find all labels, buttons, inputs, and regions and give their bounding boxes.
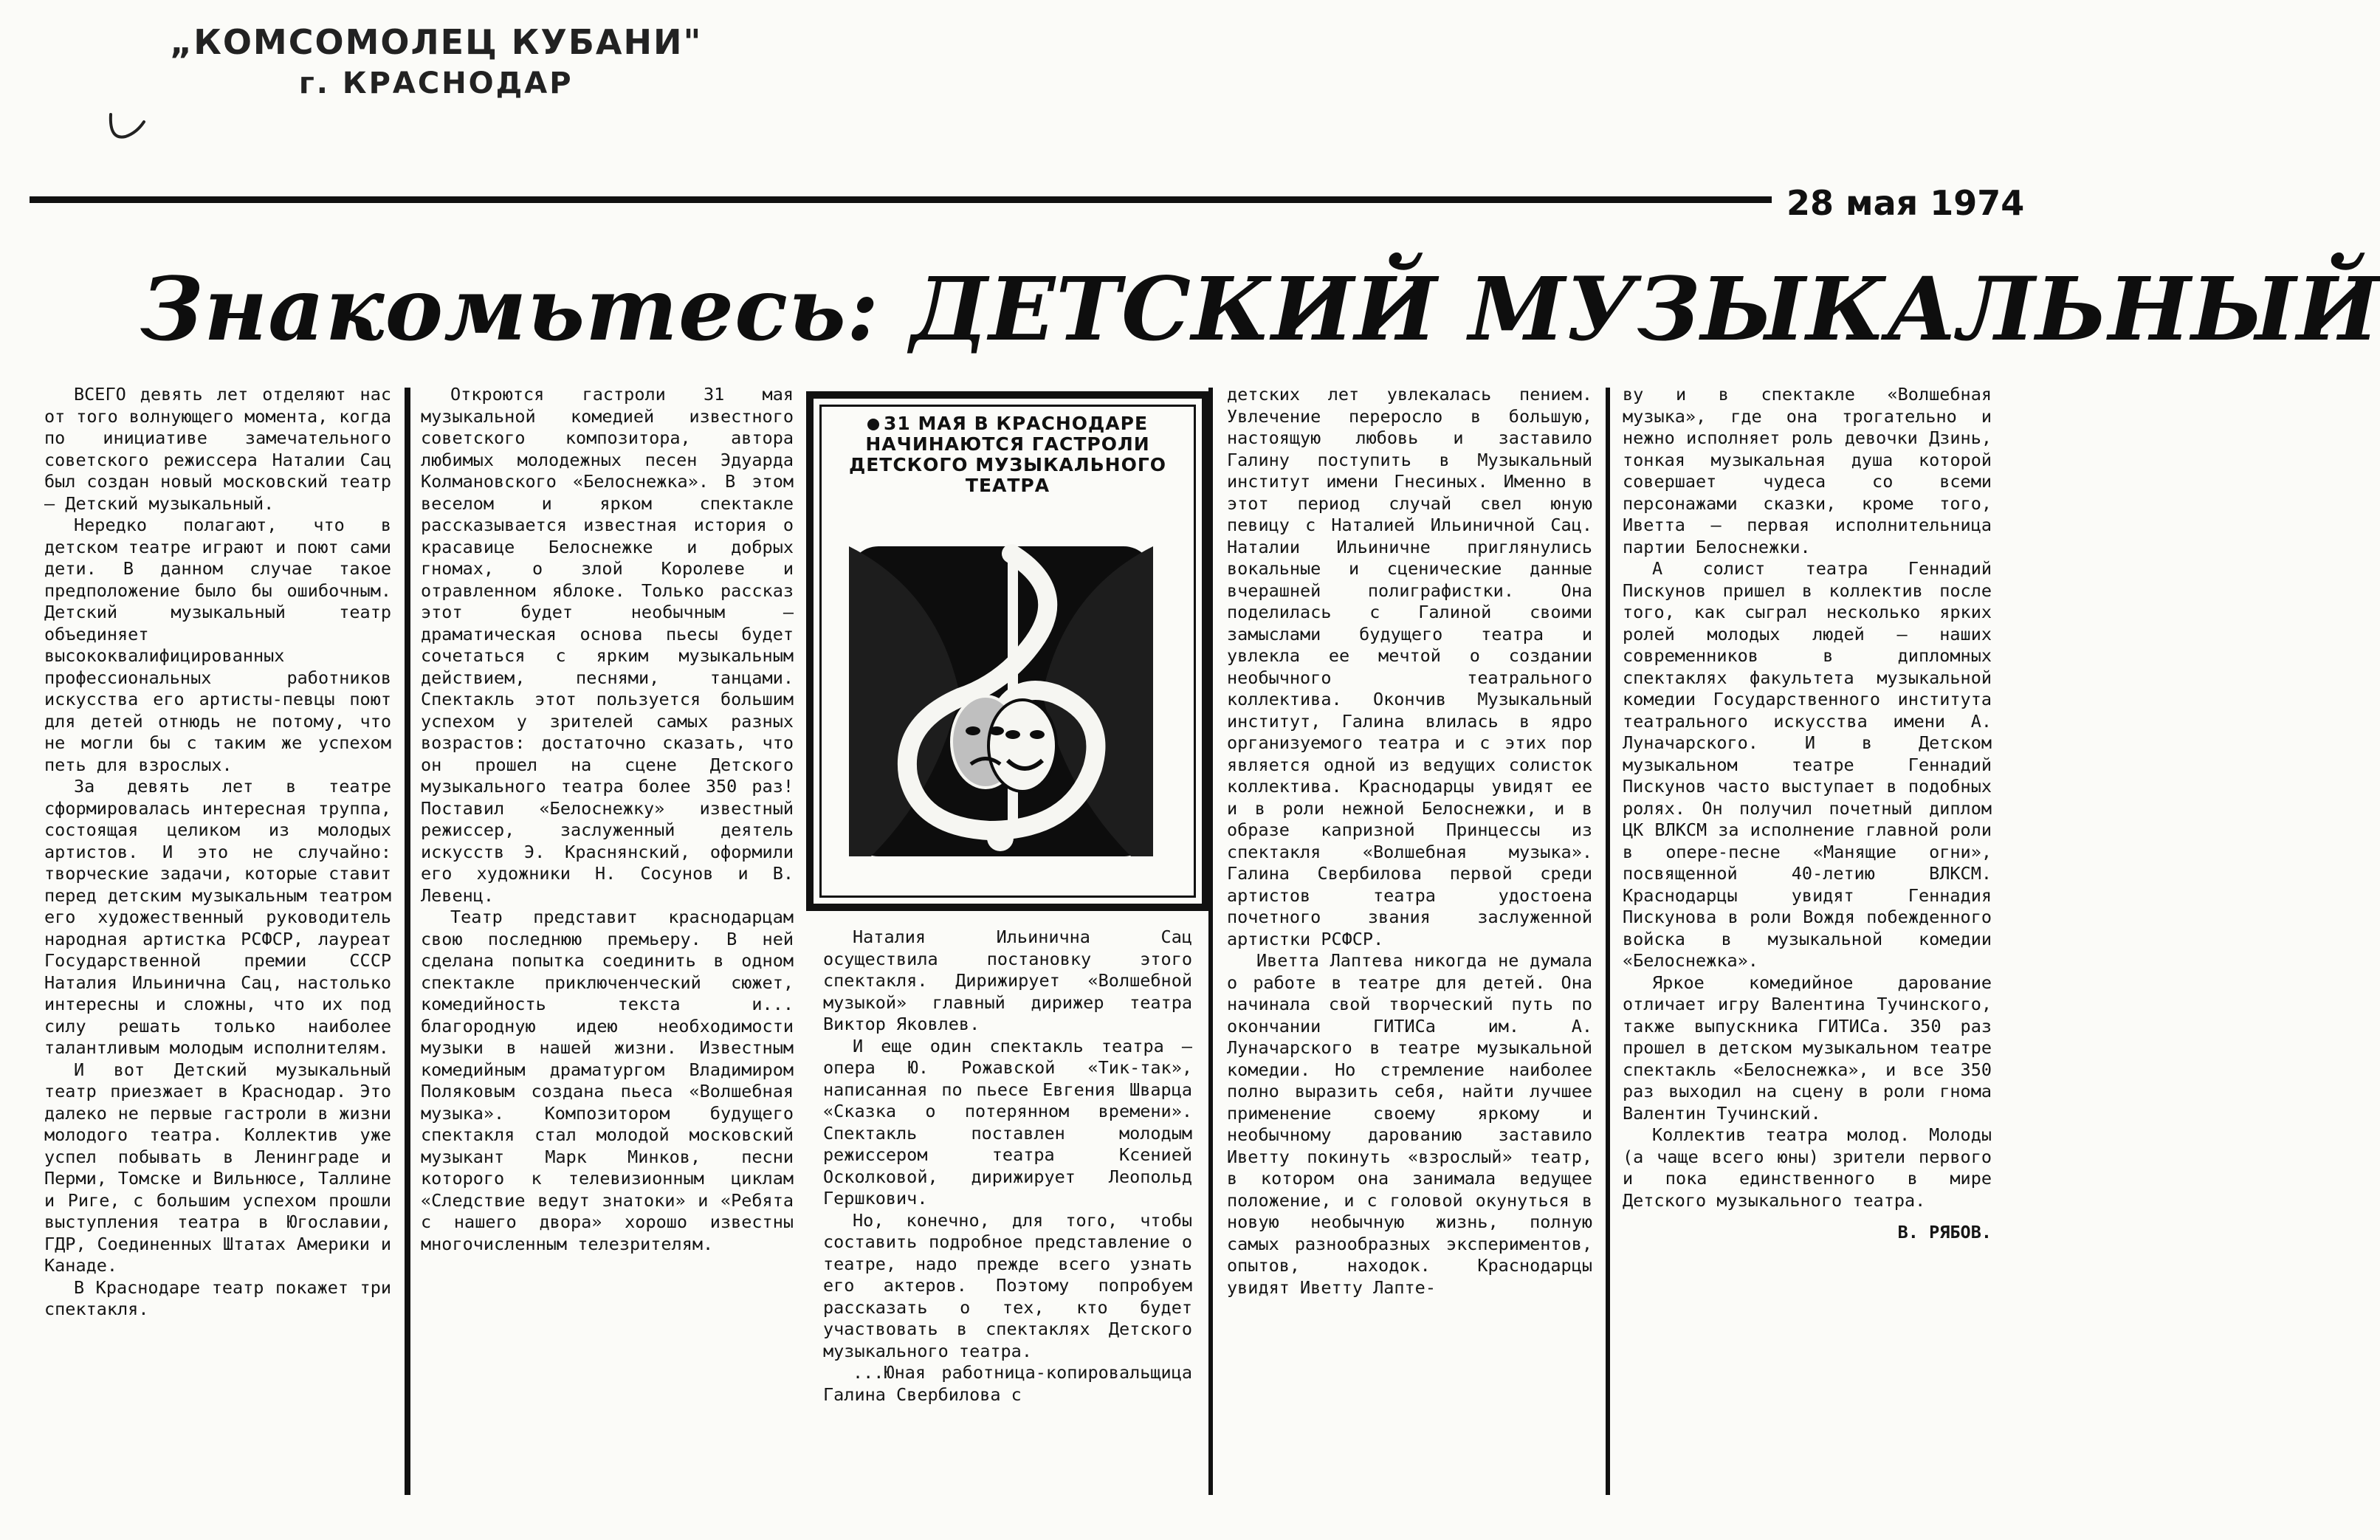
paragraph: Нередко полагают, что в детском театре играют и поют сами дети. В данном случае такое предположение было бы ошибочным. Детский музыкальный театр объединяет высококвалифицированных профессиональных работников искусства его артисты-певцы поют для детей отнюдь не потому, что не могли бы с таким же успехом петь для взрослых. [44, 515, 391, 775]
article-headline: Знакомьтесь: ДЕТСКИЙ МУЗЫКАЛЬНЫЙ [140, 258, 2380, 360]
article-column-5 [1623, 384, 1992, 1244]
paragraph: Иветта Лаптева никогда не думала о работе в театре для детей. Она начинала свой творческий путь по окончании ГИТИСа им. А. Луначарского в театре музыкальной комедии. Но стремление наиболее полно выразить себя, найти лучшее применение своему яркому и необычному дарованию заставило Иветту покинуть «взрослый» театр, в котором она занимала ведущее положение, и с головой окунуться в новую необычную жизнь, полную самых разнообразных экспериментов, опытов, находок. Краснодарцы увидят Иветту Лапте- [1227, 950, 1592, 1298]
paragraph: Театр представит краснодарцам свою последнюю премьеру. В ней сделана попытка соединить в одном спектакле приключенческий сюжет, комедийность текста и... благородную идею необходимости музыки в нашей жизни. Известным комедийным драматургом Владимиром Поляковым создана пьеса «Волшебная музыка». Композитором будущего спектакля стал молодой московский музыкант Марк Минков, песни которого к телевизионным циклам «Следствие ведут знатоки» и «Ребята с нашего двора» хорошо известны многочисленным телезрителям. [421, 907, 794, 1254]
issue-date: 28 мая 1974 [1786, 183, 2025, 223]
announcement-title: 31 МАЯ В КРАСНОДАРЕ НАЧИНАЮТСЯ ГАСТРОЛИ ДЕТСКОГО МУЗЫКАЛЬНОГО ТЕАТРА [848, 413, 1167, 496]
column-divider [405, 388, 410, 1495]
author-signature: В. РЯБОВ. [1897, 1222, 1992, 1242]
column-divider [1606, 388, 1610, 1495]
paragraph: Но, конечно, для того, чтобы составить подробное представление о театре, надо прежде всего узнать его актеров. Поэтому попробуем рассказать о тех, кто будет участвовать в спектаклях Детского музыкального театра. [823, 1209, 1192, 1361]
paragraph: За девять лет в театре сформировалась интересная труппа, состоящая целиком из молодых артистов. И это не случайно: творческие задачи, которые ставит перед детским музыкальным театром его художественный руководитель народная артистка РСФСР, лауреат Государственной премии СССР Наталия Ильинична Сац, настолько интересны и сложны, что их под силу решать только наиболее талантливым молодым исполнителям. [44, 776, 391, 1058]
paragraph: ву и в спектакле «Волшебная музыка», где она трогательно и нежно исполняет роль девочки Дзинь, тонкая музыкальная душа которой совершает чудеса со всеми персонажами сказки, кроме того, Иветта — первая исполнительница партии Белоснежки. [1623, 384, 1992, 557]
paragraph: В Краснодаре театр покажет три спектакля. [44, 1276, 391, 1319]
publication-stamp [170, 22, 702, 100]
paragraph: детских лет увлекалась пением. Увлечение переросло в большую, настоящую любовь и заставило Галину поступить в Музыкальный институт имени Гнесиных. Именно в этот период случай свел юную певицу с Наталией Ильиничной Сац. Наталии Ильиничне приглянулись вокальные и сценические данные вчерашней полиграфистки. Она поделилась с Галиной своими замыслами будущего театра и увлекла ее мечтой о создании необычного театрального коллектива. Окончив Музыкальный институт, Галина влилась в ядро организуемого театра и с этих пор является одной из ведущих солисток коллектива. Краснодарцы увидят ее и в роли нежной Белоснежки, и в образе капризной Принцессы из спектакля «Волшебная музыка». Галина Свербилова первой среди артистов театра удостоена почетного звания заслуженной артистки РСФСР. [1227, 384, 1592, 949]
article-column-3 [823, 927, 1192, 1406]
bullet-icon [867, 419, 879, 430]
paragraph: А солист театра Геннадий Пискунов пришел в коллектив после того, как сыграл несколько ярких ролей молодых людей — наших современников в дипломных спектаклях факультета музыкальной комедии Государственного института театрального искусства имени А. Луначарского. И в Детском музыкальном театре Геннадий Пискунов часто выступает в подобных ролях. Он получил почетный диплом ЦК ВЛКСМ за исполнение главной роли в опере-песне «Манящие огни», посвященной 40-летию ВЛКСМ. Краснодарцы увидят Геннадия Пискунова в роли Вождя побежденного войска в музыкальной комедии «Белоснежка». [1623, 558, 1992, 971]
paragraph: Наталия Ильинична Сац осуществила постановку этого спектакля. Дирижирует «Волшебной музыкой» главный дирижер театра Виктор Яковлев. [823, 927, 1192, 1034]
handwritten-check-mark [103, 103, 155, 148]
article-column-4 [1227, 384, 1592, 1299]
theatre-mask-emblem-icon [849, 546, 1153, 856]
paragraph: ВСЕГО девять лет отделяют нас от того волнующего момента, когда по инициативе замечательного советского режиссера Наталии Сац был создан новый московский театр — Детский музыкальный. [44, 384, 391, 514]
publication-city: г. КРАСНОДАР [298, 66, 574, 100]
column-divider [1208, 388, 1213, 1495]
paragraph: ...Юная работница-копировальщица Галина Свербилова с [823, 1362, 1192, 1405]
paragraph: Откроются гастроли 31 мая музыкальной комедией известного советского композитора, автора любимых молодежных песен Эдуарда Колмановского «Белоснежка». В этом веселом и ярком спектакле рассказывается известная история о красавице Белоснежке и добрых гномах, о злой Королеве и отравленном яблоке. Только рассказ этот будет необычным — драматическая основа пьесы будет сочетаться с ярким музыкальным действием, песнями, танцами. Спектакль этот пользуется большим успехом у зрителей самых разных возрастов: достаточно сказать, что он прошел на сцене Детского музыкального театра более 350 раз! Поставил «Белоснежку» известный режиссер, заслуженный деятель искусств Э. Краснянский, оформили его художники Н. Сосунов и В. Левенц. [421, 384, 794, 906]
article-column-2 [421, 384, 794, 1255]
header-rule [30, 196, 1772, 203]
publication-name: „КОМСОМОЛЕЦ КУБАНИ" [170, 22, 703, 62]
announcement-box [806, 391, 1209, 911]
paragraph: И вот Детский музыкальный театр приезжает в Краснодар. Это далеко не первые гастроли в жизни молодого театра. Коллектив уже успел побывать в Ленинграде и Перми, Томске и Вильнюсе, Таллине и Риге, с большим успехом прошли выступления театра в Югославии, ГДР, Соединенных Штатах Америки и Канаде. [44, 1059, 391, 1276]
paragraph: Яркое комедийное дарование отличает игру Валентина Тучинского, также выпускника ГИТИСа. 350 раз прошел в детском музыкальном театре спектакль «Белоснежка», и все 350 раз выходил на сцену в роли гнома Валентин Тучинский. [1623, 972, 1992, 1124]
article-column-1 [44, 384, 391, 1321]
paragraph: И еще один спектакль театра — опера Ю. Рожавской «Тик-так», написанная по пьесе Евгения Шварца «Сказка о потерянном времени». Спектакль поставлен молодым режиссером театра Ксенией Осколковой, дирижирует Леопольд Гершкович. [823, 1035, 1192, 1209]
paragraph: Коллектив театра молод. Молоды (а чаще всего юны) зрители первого и пока единственного в мире Детского музыкального театра. [1623, 1124, 1992, 1211]
